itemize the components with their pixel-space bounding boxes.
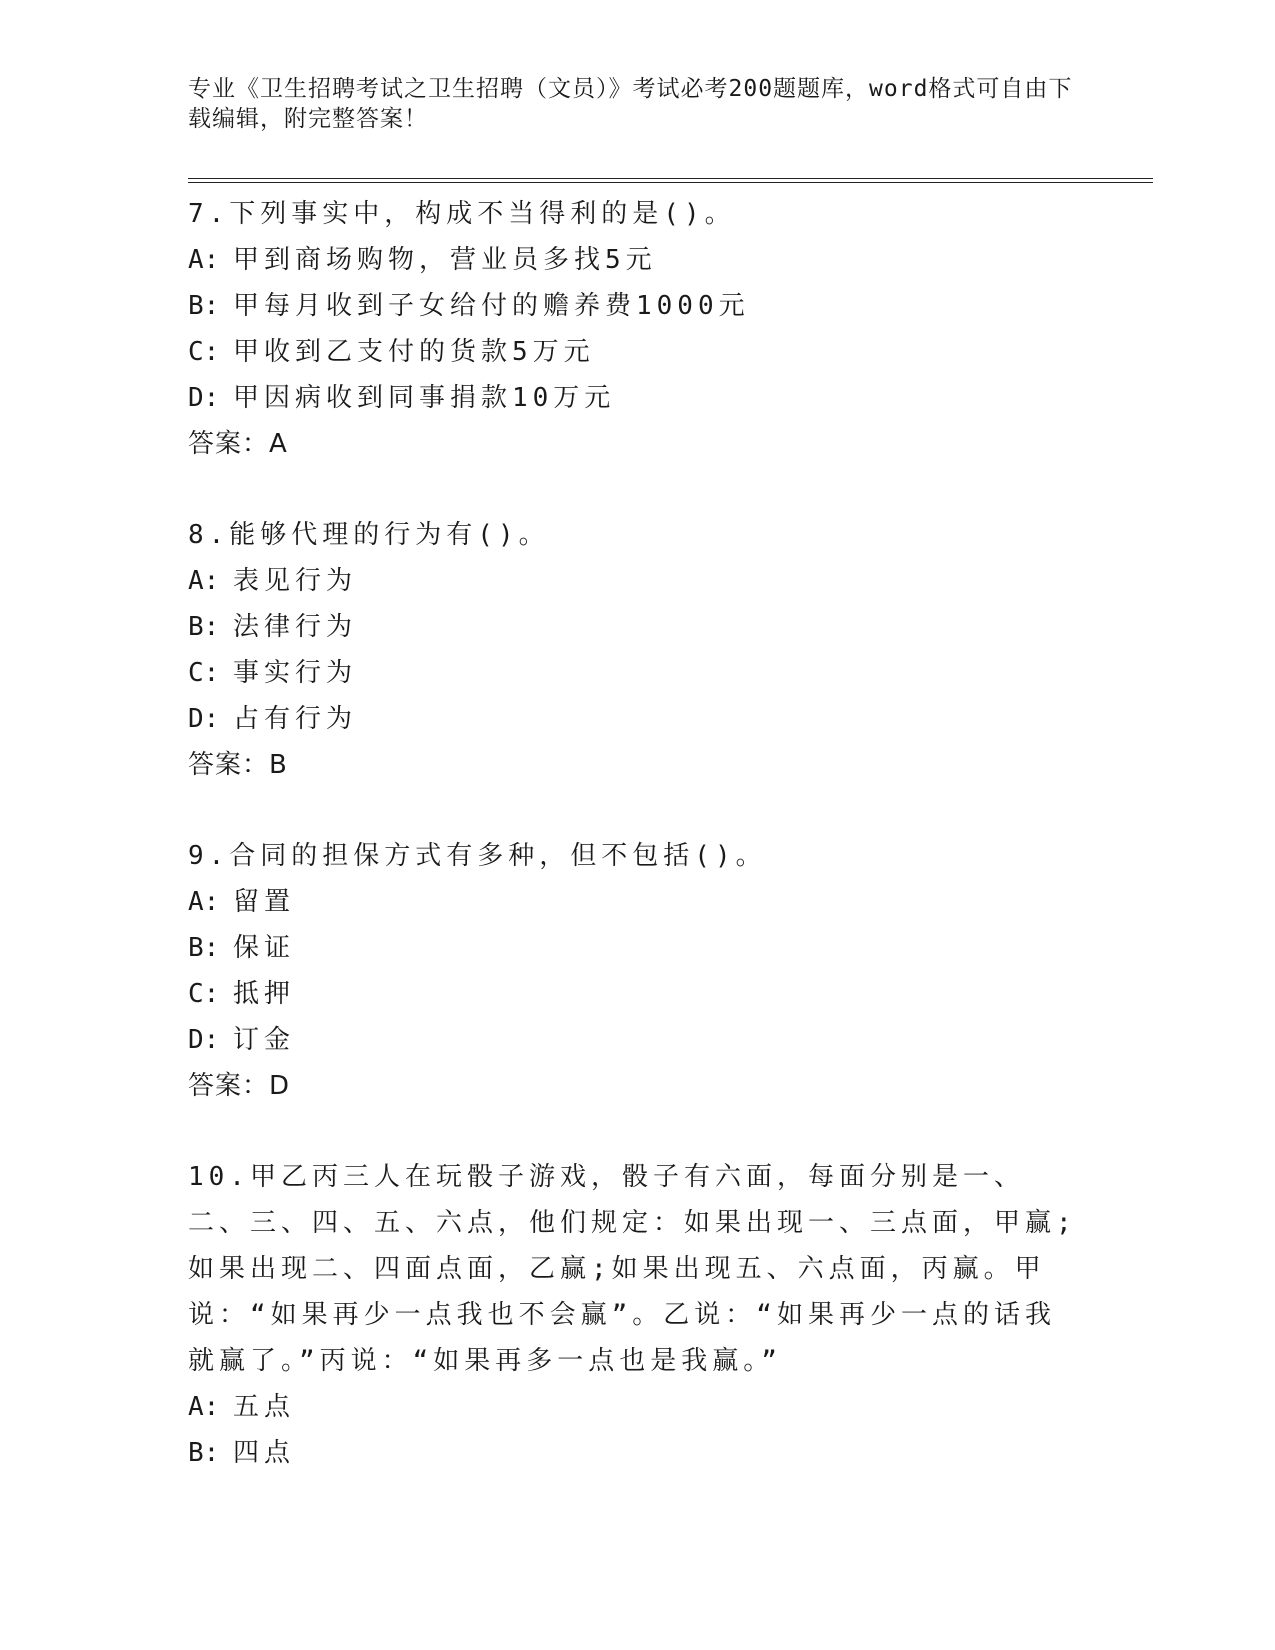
- question-9: [188, 833, 1078, 1109]
- option-a: [188, 237, 1078, 283]
- option-label: D:: [188, 1025, 220, 1055]
- option-label: A:: [188, 566, 220, 596]
- option-a: [188, 558, 1078, 604]
- option-label: C:: [188, 337, 220, 367]
- option-label: D:: [188, 383, 220, 413]
- option-text: 表见行为: [233, 566, 358, 596]
- option-label: D:: [188, 704, 220, 734]
- option-text: 甲每月收到子女给付的赡养费1000元: [233, 291, 750, 321]
- question-7: [188, 191, 1078, 467]
- option-d: [188, 375, 1078, 421]
- question-8: [188, 512, 1078, 788]
- answer-line: 答案：A: [188, 429, 288, 459]
- question-stem: 10.甲乙丙三人在玩骰子游戏，骰子有六面，每面分别是一、二、三、四、五、六点，他们规定：如果出现一、三点面，甲赢;如果出现二、四面点面，乙赢;如果出现五、六点面，丙赢。甲说：“如果再少一点我也不会赢”。乙说：“如果再少一点的话我就赢了。”丙说：“如果再多一点也是我赢。”: [188, 1162, 1077, 1376]
- option-label: A:: [188, 887, 220, 917]
- option-a: [188, 879, 1078, 925]
- document-intro: 专业《卫生招聘考试之卫生招聘（文员）》考试必考200题题库，word格式可自由下载编辑，附完整答案！: [188, 76, 1073, 132]
- question-10: [188, 1154, 1078, 1476]
- answer-line: 答案：D: [188, 1071, 291, 1101]
- option-text: 抵押: [233, 979, 296, 1009]
- option-text: 四点: [233, 1438, 296, 1468]
- option-c: [188, 650, 1078, 696]
- option-b: [188, 604, 1078, 650]
- question-stem: 9.合同的担保方式有多种，但不包括()。: [188, 841, 767, 871]
- option-label: A:: [188, 245, 220, 275]
- option-text: 五点: [233, 1392, 296, 1422]
- option-b: [188, 1430, 1078, 1476]
- option-text: 法律行为: [233, 612, 358, 642]
- question-stem: 7.下列事实中，构成不当得利的是()。: [188, 199, 736, 229]
- option-label: A:: [188, 1392, 220, 1422]
- question-list: [188, 191, 1078, 1476]
- option-label: B:: [188, 933, 220, 963]
- option-d: [188, 1017, 1078, 1063]
- answer-line: 答案：B: [188, 750, 288, 780]
- option-d: [188, 696, 1078, 742]
- option-label: B:: [188, 291, 220, 321]
- option-text: 订金: [233, 1025, 296, 1055]
- option-a: [188, 1384, 1078, 1430]
- option-label: B:: [188, 612, 220, 642]
- header-rule-top: [188, 178, 1153, 179]
- option-text: 保证: [233, 933, 296, 963]
- option-text: 甲因病收到同事捐款10万元: [233, 383, 616, 413]
- option-label: B:: [188, 1438, 220, 1468]
- option-text: 甲到商场购物，营业员多找5元: [233, 245, 657, 275]
- option-text: 留置: [233, 887, 296, 917]
- question-stem: 8.能够代理的行为有()。: [188, 520, 550, 550]
- option-label: C:: [188, 979, 220, 1009]
- option-label: C:: [188, 658, 220, 688]
- option-b: [188, 925, 1078, 971]
- option-c: [188, 329, 1078, 375]
- option-b: [188, 283, 1078, 329]
- option-text: 事实行为: [233, 658, 358, 688]
- header-rule-bottom: [188, 182, 1153, 183]
- option-text: 占有行为: [233, 704, 358, 734]
- option-text: 甲收到乙支付的货款5万元: [233, 337, 595, 367]
- option-c: [188, 971, 1078, 1017]
